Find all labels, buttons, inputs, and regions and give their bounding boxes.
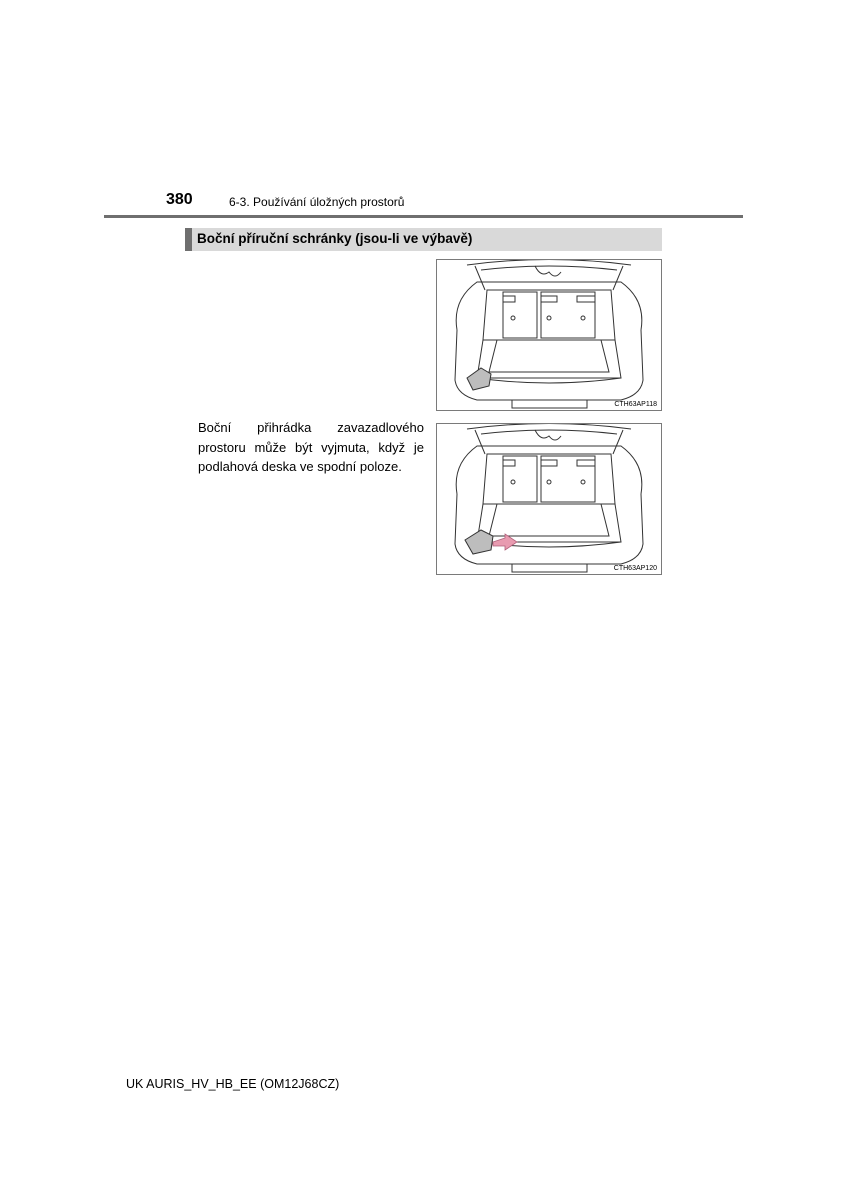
subheading-label: Boční příruční schránky (jsou-li ve výbavě) [197, 231, 473, 246]
section-title: 6-3. Používání úložných prostorů [229, 195, 405, 209]
trunk-illustration [437, 424, 661, 574]
footer-document-code: UK AURIS_HV_HB_EE (OM12J68CZ) [126, 1077, 340, 1091]
body-text: Boční přihrádka zavazadlového prostoru může být vyjmuta, když je podlahová deska ve spodní poloze. [198, 420, 424, 474]
subheading-accent [185, 228, 192, 251]
subheading-bar [185, 228, 662, 251]
figure-trunk-compartment [436, 259, 662, 411]
figure-code: CTH63AP118 [614, 401, 657, 408]
figure-compartment-removal [436, 423, 662, 575]
page-number: 380 [166, 191, 193, 208]
figure-code: CTH63AP120 [613, 565, 657, 572]
trunk-illustration [437, 260, 661, 410]
header-rule [104, 215, 743, 218]
